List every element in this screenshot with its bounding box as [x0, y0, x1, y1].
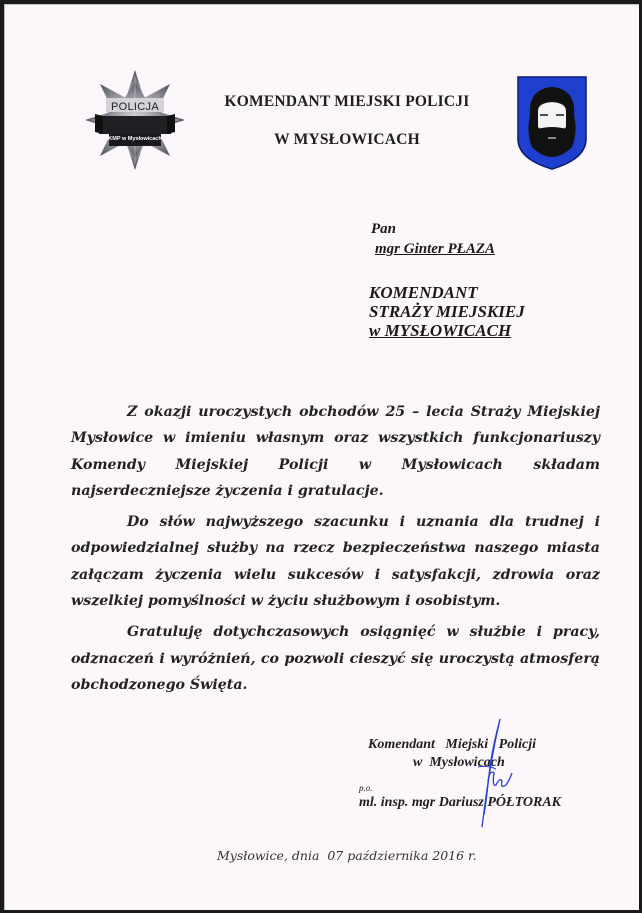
recipient-name: mgr Ginter PŁAZA: [375, 241, 496, 257]
recipient-title-line-2: STRAŻY MIEJSKIEJ: [369, 302, 525, 321]
letter-body: [71, 399, 600, 698]
police-badge-logo: [77, 67, 193, 173]
badge-ribbon-text: KMP w Mysłowicach: [108, 136, 162, 142]
recipient-title-line-1: KOMENDANT: [369, 283, 478, 302]
body-paragraph: Gratuluję dotychczasowych osiągnięć w służbie i pracy, odznaczeń i wyróżnień, co pozwoli cieszyć się uroczystą atmosferą obchodzonego Święta.: [71, 624, 600, 693]
signature-title-line-2: w Mysłowicach: [413, 755, 505, 770]
body-paragraph: Z okazji uroczystych obchodów 25 – lecia Straży Miejskiej Mysłowice w imieniu własnym oraz wszystkich funkcjonariuszy Komendy Miejskiej Policji w Mysłowicach składam najserdeczniejsze życzenia i gratulacje.: [71, 404, 600, 499]
signature-title-line-1: Komendant Miejski Policji: [368, 737, 537, 752]
header-line-1: KOMENDANT MIEJSKI POLICJI: [224, 93, 470, 110]
body-paragraph: Do słów najwyższego szacunku i uznania dla trudnej i odpowiedzialnej służby na rzecz bezpieczeństwa naszego miasta załączam życzenia wielu sukcesów i satysfakcji, zdrowia oraz wszelkiej pomyślności w życiu służbowym i osobistym.: [71, 514, 600, 610]
coat-of-arms-logo: [516, 75, 588, 171]
badge-top-text: POLICJA: [111, 101, 159, 113]
signature-po: p.o.: [359, 783, 373, 793]
letter-page: [4, 4, 639, 910]
date-line: Mysłowice, dnia 07 października 2016 r.: [217, 848, 477, 863]
recipient-salutation: Pan: [371, 221, 397, 237]
signature-name: ml. insp. mgr Dariusz PÓŁTORAK: [359, 795, 562, 810]
header-line-2: W MYSŁOWICACH: [274, 131, 420, 148]
recipient-title-line-3: w MYSŁOWICACH: [369, 321, 512, 340]
handwritten-signature: [460, 715, 520, 830]
